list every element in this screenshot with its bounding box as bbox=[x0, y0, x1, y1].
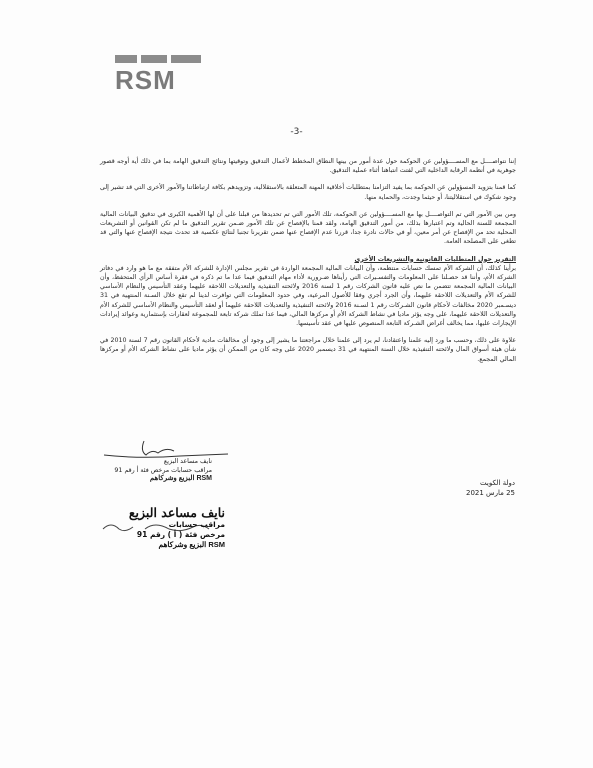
stamp-firm: RSM البزيع وشركاهم bbox=[158, 540, 225, 549]
paragraph-2: كما قمنا بتزويد المسؤولين عن الحوكمة بما يفيد التزامنا بمتطلبات أخلاقية المهنة المتعلقة بالاستقلالية، وتزويدهم بكافة ارتباطاتنا والأمور الأخرى التي قد تشير إلى وجود شكوك في استقلاليتنا، أو حيثما وجدت، والحماية منها. bbox=[100, 184, 516, 201]
stamp-license: مرخص فئة ( أ ) رقم 91 bbox=[136, 530, 225, 539]
paragraph-3: ومن بين الأمور التي تم التواصــــل بها مع المســــؤولين عن الحوكمة، تلك الأمور التي تم تحديدها من قبلنا على أن لها الأهمية الكبرى في تدقيق البيانات المالية المجمعة للسنة الحالية وتم اعتبارها بذلك، من أمور التدقيق الهامة، ولقد قمنا بالإفصاح عن تلك الأمور ضـمن تقرير التدقيق ما لم تكن القوانين أو التشريعات المحلية تحد من الإفصاح عن أمر معين، أو في حالات نادرة جدا، قررنا عدم الإفصاح عنها ضمن تقريرنا تجنبا لنتائج عكسية قد تحدث نتيجة الإفصاح عنها والتي قد تطغى على المصلحة العامة. bbox=[100, 210, 516, 246]
date: 25 مارس 2021 bbox=[465, 489, 515, 497]
rsm-logo bbox=[115, 55, 203, 95]
signer-block bbox=[92, 458, 212, 484]
stamp-name: نايف مساعد البزيع bbox=[128, 505, 225, 520]
signer-title: مراقب حسابات مرخص فئة أ رقم 91 bbox=[114, 466, 212, 474]
place-date bbox=[445, 478, 515, 498]
signer-name: نايف مساعد البزيع bbox=[163, 458, 212, 465]
logo-text: RSM bbox=[115, 65, 176, 95]
report-body bbox=[100, 157, 516, 372]
stamp-title: مراقب حسابات bbox=[168, 520, 225, 529]
place: دولة الكويت bbox=[480, 479, 515, 487]
section-heading: التقرير حول المتطلبات القانونية والتشريعات الأخرى bbox=[354, 255, 516, 263]
section-paragraph-1: برأينا كذلك، أن الشركة الأم تمسك حسابات منتظمة، وأن البيانات المالية المجمعة الواردة في تقرير مجلس الإدارة للشركة الأم متفقة مع ما هو وارد في دفاتر الشركة الأم، وأننا قد حصـلنا على المعلومات والتفسـيرات التي رأيناها ضـرورية لأداء مهام التدقيق فيما عدا ما تم ذكره في فقرة أساس الرأي المتحفظ، وأن البيانات المالية المجمعة تتضمن ما نص عليه قانون الشركات رقم 1 لسنة 2016 ولائحته التنفيذية والتعديلات اللاحقة عليهما وعقد التأسيس والنظام الأساسي للشركة الأم والتعديلات اللاحقة عليهما، وأن الجرد أجري وفقا للأصول المرعية، وفي حدود المعلومات التي توافرت لدينا لم تقع خلال السـنة المنتهية في 31 ديسـمبر 2020 مخالفات لأحكام قانون الشـركات رقم 1 لسـنة 2016 ولائحته التنفيذية والتعديلات اللاحقة عليهما أو لعقد التأسيس والنظام الأساسي للشركة الأم والتعديلات اللاحقة عليهما، على وجه يؤثر ماديا في نشاط الشركة الأم أو مركزها المالي، فيما عدا تملك شركة تابعة للمجموعة لعقارات بإستثمارية وعوائد إيرادات الإيجارات عليها، مما يخالف أغراض الشـركة التابعة المنصوص عليها في عقد تأسيسها. bbox=[100, 264, 516, 328]
signer-firm: RSM البزيع وشركاهم bbox=[149, 475, 212, 483]
logo-bars bbox=[115, 55, 203, 63]
section-paragraph-2: علاوة على ذلك، وحسب ما ورد إليه علمنا واعتقادنا، لم يرد إلى علمنا خلال مراجعتنا ما يشير إلى وجود أي مخالفات مادية لأحكام القانون رقم 7 لسنة 2010 في شأن هيئة أسواق المال ولائحته التنفيذية خلال السنة المنتهية في 31 ديسمبر 2020 على وجه كان من الممكن أن يؤثر ماديا على نشاط الشركة الأم أو مركزها المالي المجمع. bbox=[100, 337, 516, 363]
paragraph-1: إننا نتواصــــل مع المســــؤولين عن الحوكمة حول عدة أمور من بينها النطاق المخطط لأعمال التدقيق وتوقيتها ونتائج التدقيق الهامة بما في ذلك أية أوجه قصور جوهرية في أنظمة الرقابة الداخلية التي لفتت انتباهنا أثناء عملية التدقيق. bbox=[100, 158, 516, 175]
page-number: -3- bbox=[290, 127, 303, 137]
seal-stamp bbox=[85, 506, 225, 550]
